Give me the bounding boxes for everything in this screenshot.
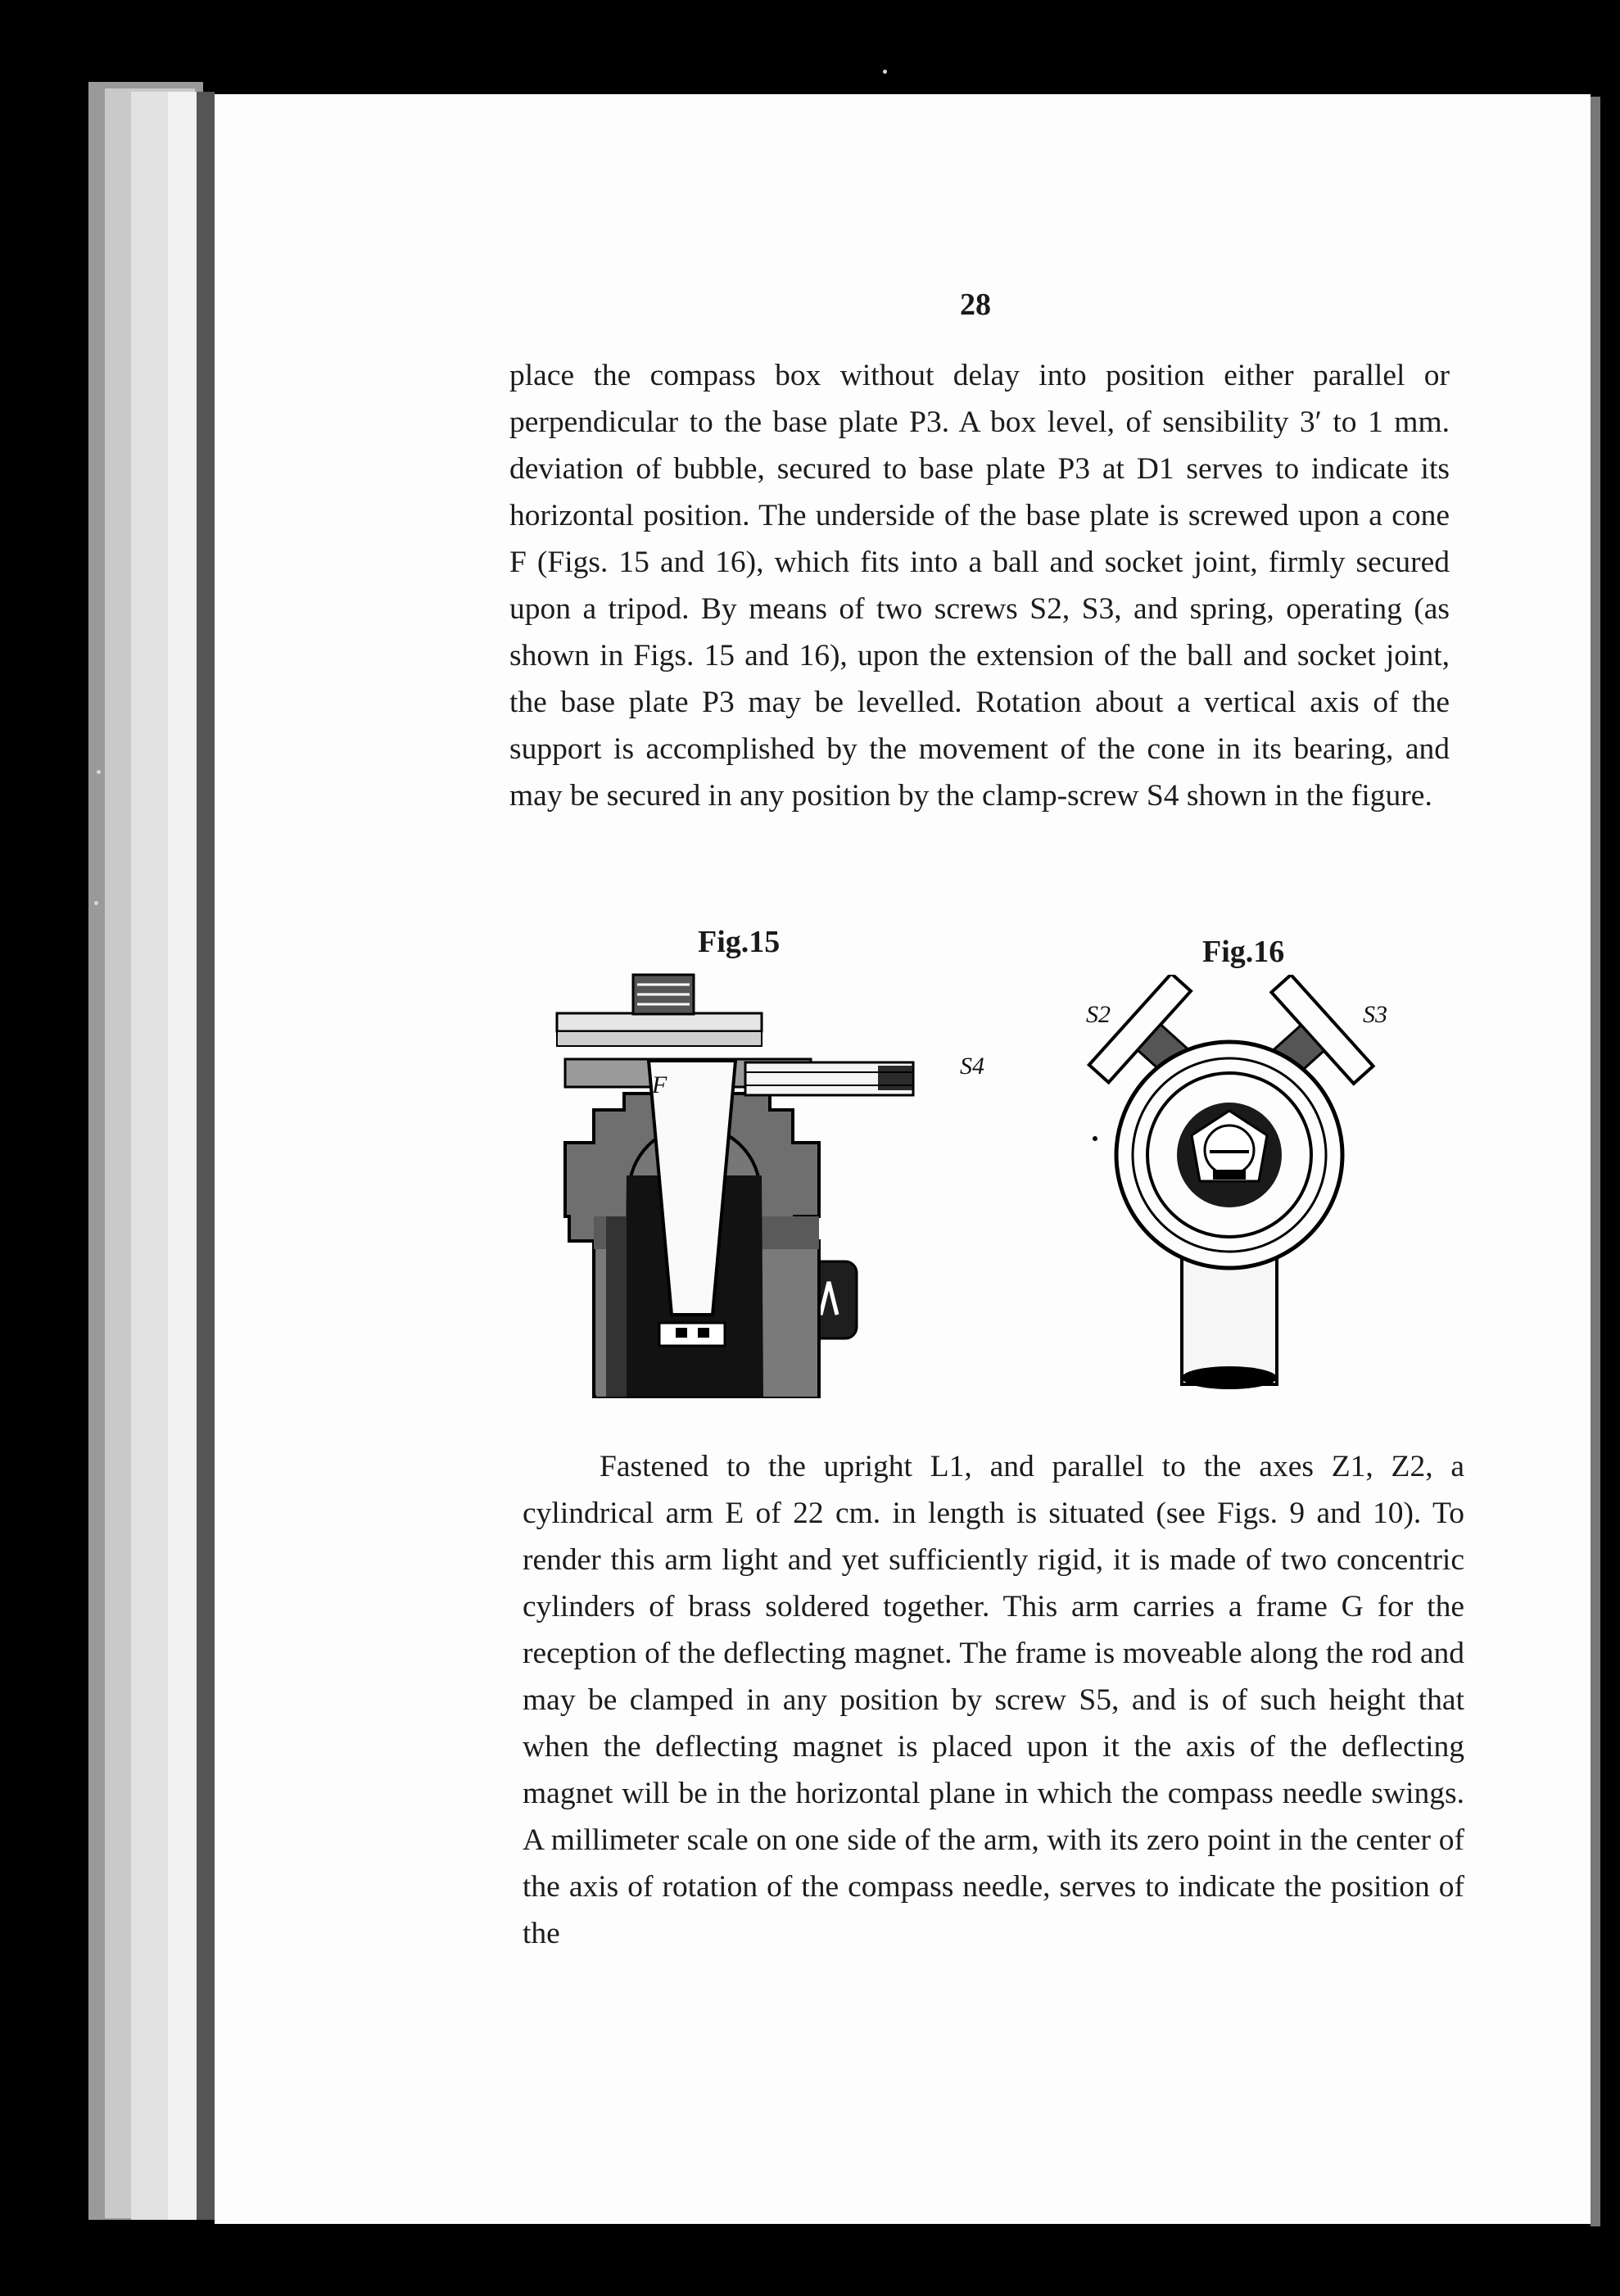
figure-16-caption: Fig.16: [1202, 935, 1285, 969]
label-S3: S3: [1363, 1001, 1387, 1028]
label-S2: S2: [1086, 1001, 1111, 1028]
book-edge-4: [168, 92, 201, 2220]
book-edge-right: [1591, 97, 1600, 2226]
label-S4: S4: [960, 1053, 984, 1080]
figure-15-ball-socket-drawing: [549, 971, 991, 1425]
figure-16-top-view-drawing: [1077, 975, 1421, 1393]
book-edge-5: [197, 92, 215, 2220]
speck: [94, 901, 98, 905]
paragraph-2: Fastened to the upright L1, and parallel to the axes Z1, Z2, a cylindrical arm E of 22 cm. in length is situated (see Figs. 9 and 10). To render this arm light and yet sufficiently rigid, it is made of two concentric cylinders of brass soldered together. This arm carries a frame G for the reception of the deflecting magnet. The frame is moveable along the rod and may be clamped in any position by screw S5, and is of such height that when the deflecting magnet is placed upon it the axis of the deflecting magnet will be in the horizontal plane in which the compass needle swings. A millimeter scale on one side of the arm, with its zero point in the center of the axis of rotation of the compass needle, serves to indicate the position of the: [523, 1450, 1464, 1950]
speck: [97, 770, 101, 774]
figure-15-caption: Fig.15: [698, 925, 781, 959]
page-number: 28: [960, 288, 991, 322]
speck: [883, 70, 887, 74]
label-F: F: [652, 1071, 667, 1098]
paragraph-1: place the compass box without delay into position either parallel or perpendicular to the base plate P3. A box level, of sensibility 3′ to 1 mm. deviation of bubble, secured to base plate P3 at D1 serves to indicate its horizontal position. The underside of the base plate is screwed upon a cone F (Figs. 15 and 16), which fits into a ball and socket joint, firmly secured upon a tripod. By means of two screws S2, S3, and spring, operating (as shown in Figs. 15 and 16), upon the extension of the ball and socket joint, the base plate P3 may be levelled. Rotation about a vertical axis of the support is accomplished by the movement of the cone in its bearing, and may be secured in any position by the clamp-screw S4 shown in the figure.: [509, 359, 1450, 813]
